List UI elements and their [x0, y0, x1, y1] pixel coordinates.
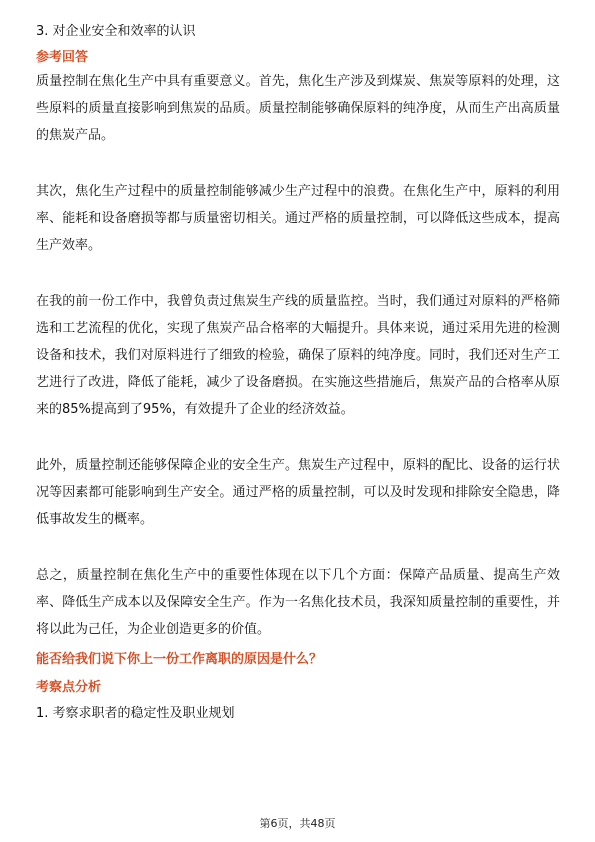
- answer-paragraph-1: 质量控制在焦化生产中具有重要意义。首先，焦化生产涉及到煤炭、焦炭等原料的处理，这些原料的质量直接影响到焦炭的品质。质量控制能够确保原料的纯净度，从而生产出高质量的焦炭产品。: [36, 74, 560, 143]
- answer-paragraph-5: 总之，质量控制在焦化生产中的重要性体现在以下几个方面：保障产品质量、提高生产效率、降低生产成本以及保障安全生产。作为一名焦化技术员，我深知质量控制的重要性，并将以此为己任，为企业创造更多的价值。: [36, 568, 560, 637]
- section-title: 3. 对企业安全和效率的认识: [36, 24, 196, 39]
- page-content: [36, 22, 560, 725]
- next-question-title: 能否给我们说下你上一份工作离职的原因是什么？: [36, 652, 323, 667]
- answer-paragraph-2: 其次，焦化生产过程中的质量控制能够减少生产过程中的浪费。在焦化生产中，原料的利用率、能耗和设备磨损等都与质量密切相关。通过严格的质量控制，可以降低这些成本，提高生产效率。: [36, 184, 560, 253]
- analysis-label: 考察点分析: [36, 680, 102, 695]
- analysis-item-1: 1. 考察求职者的稳定性及职业规划: [36, 706, 235, 721]
- answer-paragraph-4: 此外，质量控制还能够保障企业的安全生产。焦炭生产过程中，原料的配比、设备的运行状况等因素都可能影响到生产安全。通过严格的质量控制，可以及时发现和排除安全隐患，降低事故发生的概率。: [36, 458, 560, 527]
- answer-label: 参考回答: [36, 50, 89, 65]
- answer-paragraph-3: 在我的前一份工作中，我曾负责过焦炭生产线的质量监控。当时，我们通过对原料的严格筛选和工艺流程的优化，实现了焦炭产品合格率的大幅提升。具体来说，通过采用先进的检测设备和技术，我们对原料进行了细致的检验，确保了原料的纯净度。同时，我们还对生产工艺进行了改进，降低了能耗，减少了设备磨损。在实施这些措施后，焦炭产品的合格率从原来的85%提高到了95%，有效提升了企业的经济效益。: [36, 294, 560, 417]
- page-number: 第6页，共48页: [259, 817, 336, 830]
